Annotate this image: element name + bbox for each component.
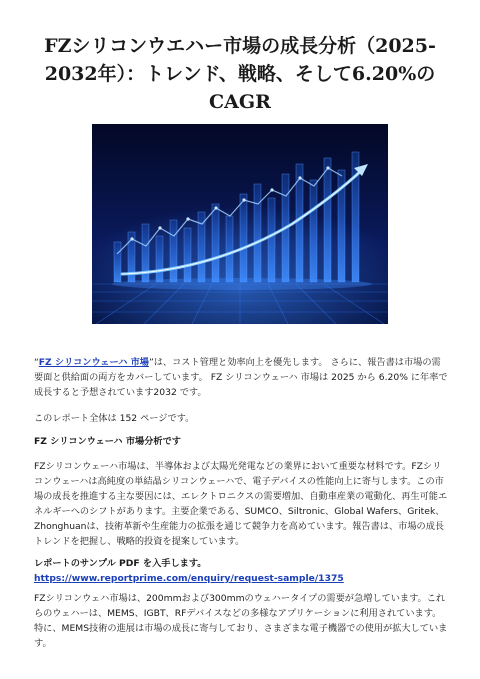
rising-bar-chart-illustration-icon — [92, 124, 388, 324]
intro-paragraph — [34, 355, 448, 400]
section-heading: FZ シリコンウェーハ 市場分析です — [34, 436, 181, 447]
sample-label: レポートのサンプル PDF を入手します。 — [34, 558, 207, 569]
document-title: FZシリコンウエハー市場の成長分析（2025-2032年）：トレンド、戦略、そして6.20%のCAGR — [44, 35, 436, 113]
sample-request-link[interactable]: https://www.reportprime.com/enquiry/request-sample/1375 — [34, 573, 344, 584]
hero-image — [92, 124, 388, 324]
analysis-paragraph: FZシリコンウェーハ市場は、半導体および太陽光発電などの業界において重要な材料です。FZシリコンウェーハは高純度の単結晶シリコンウェーハで、電子デバイスの性能向上に寄与します。この市場の成長を推進する主な要因には、エレクトロニクスの需要増加、自動車産業の電動化、再生可能エネルギーへのシフトがあります。主要企業である、SUMCO、Siltronic、Global Wafers、Gritek、Zhonghuanは、技術革新や生産能力の拡張を通じて競争力を高めています。報告書は、市場の成長トレンドを把握し、戦略的投資を提案しています。 — [34, 461, 448, 547]
demand-paragraph: FZシリコンウェハ市場は、200mmおよび300mmのウェハータイプの需要が急増しています。これらのウェハーは、MEMS、IGBT、RFデバイスなどの多様なアプリケーションに利用されています。特に、MEMS技術の進展は市場の成長に寄与しており、さまざまな電子機器での使用が拡大しています。 — [34, 593, 448, 649]
intro-text: ”は、コスト管理と効率向上を優先します。 さらに、報告書は市場の需要面と供給面の両方をカバーしています。 FZ シリコンウェーハ 市場は 2025 から 6.20% に年率で成長すると予想されています2032 です。 — [34, 357, 448, 398]
pages-note: このレポート全体は 152 ページです。 — [34, 413, 195, 424]
market-report-link[interactable]: FZ シリコンウェーハ 市場 — [38, 357, 149, 368]
open-quote: “ — [34, 357, 39, 368]
sample-paragraph — [34, 556, 448, 586]
